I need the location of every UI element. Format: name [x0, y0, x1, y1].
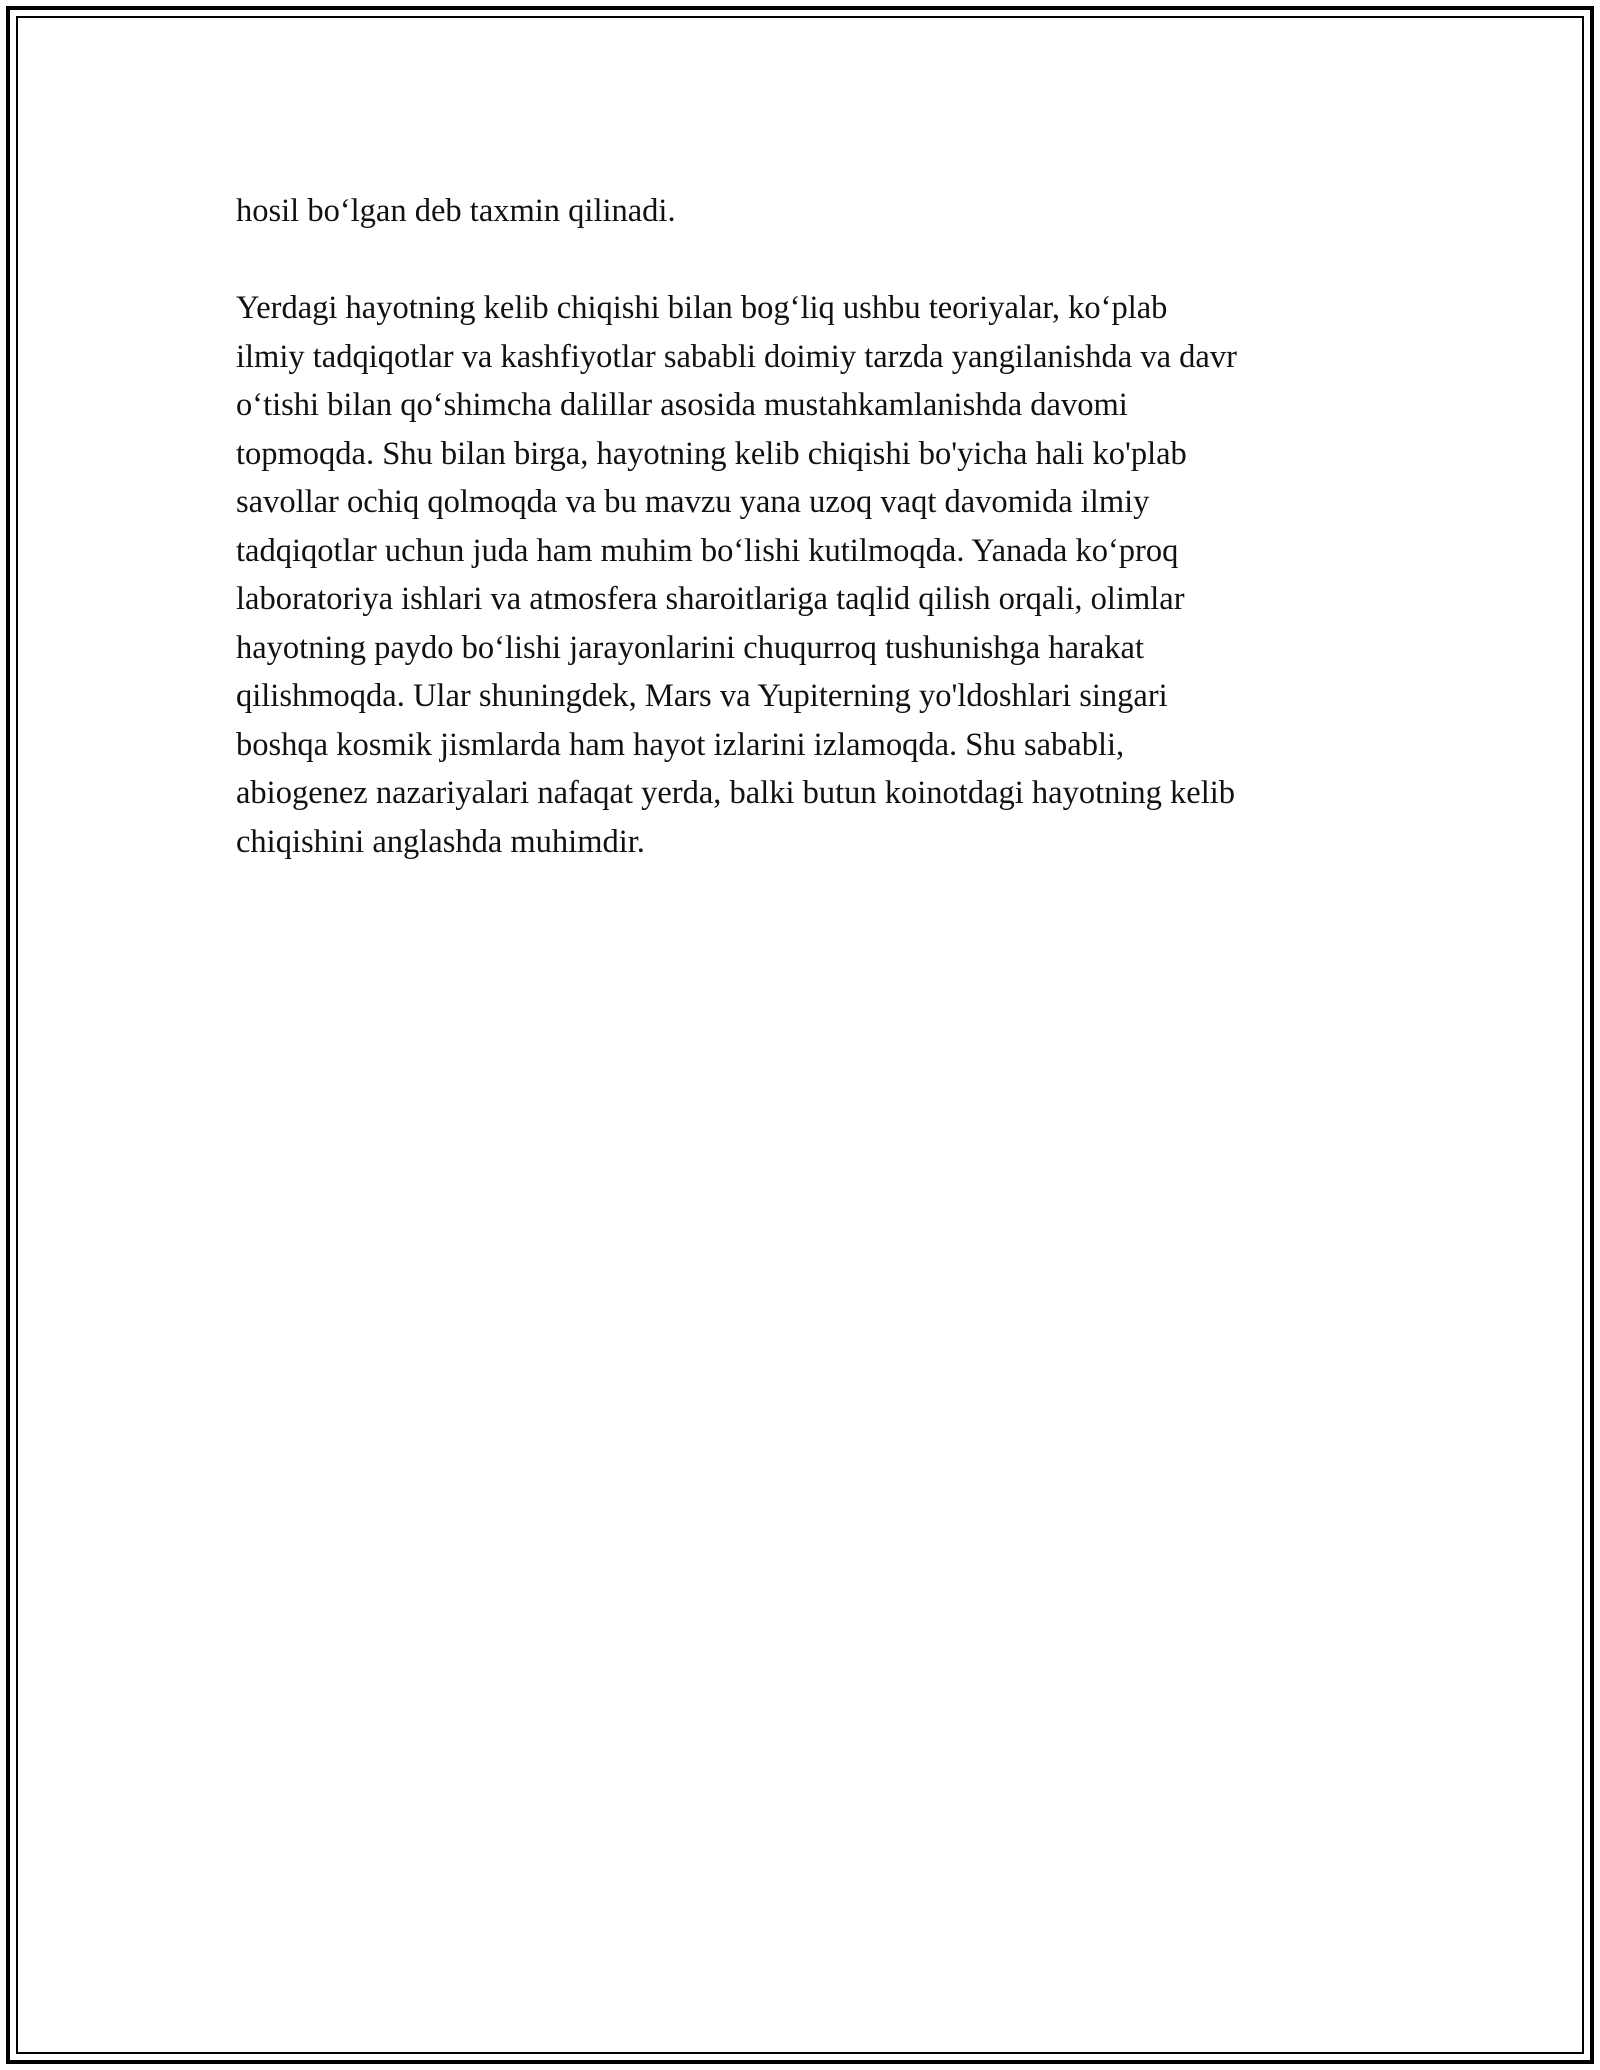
- document-page: [236, 187, 1376, 866]
- text-line: chiqishini anglashda muhimdir.: [236, 823, 645, 860]
- text-line: topmoqda. Shu bilan birga, hayotning kelib chiqishi bo'yicha hali ko'plab: [236, 435, 1187, 472]
- paragraph-main: [236, 284, 1376, 866]
- text-line: ilmiy tadqiqotlar va kashfiyotlar sababli doimiy tarzda yangilanishda va davr: [236, 338, 1237, 375]
- text-line: hosil bo‘lgan deb taxmin qilinadi.: [236, 193, 676, 229]
- text-line: qilishmoqda. Ular shuningdek, Mars va Yupiterning yo'ldoshlari singari: [236, 678, 1168, 714]
- text-line: boshqa kosmik jismlarda ham hayot izlarini izlamoqda. Shu sababli,: [236, 726, 1125, 763]
- text-line: Yerdagi hayotning kelib chiqishi bilan bog‘liq ushbu teoriyalar, ko‘plab: [236, 290, 1168, 326]
- text-line: laboratoriya ishlari va atmosfera sharoitlariga taqlid qilish orqali, olimlar: [236, 581, 1185, 617]
- text-line: abiogenez nazariyalari nafaqat yerda, balki butun koinotdagi hayotning kelib: [236, 775, 1236, 811]
- text-line: tadqiqotlar uchun juda ham muhim bo‘lishi kutilmoqda. Yanada ko‘proq: [236, 532, 1179, 569]
- text-line: o‘tishi bilan qo‘shimcha dalillar asosida mustahkamlanishda davomi: [236, 387, 1128, 423]
- text-line: savollar ochiq qolmoqda va bu mavzu yana uzoq vaqt davomida ilmiy: [236, 484, 1150, 520]
- text-line: hayotning paydo bo‘lishi jarayonlarini chuqurroq tushunishga harakat: [236, 629, 1144, 666]
- paragraph-continuation: [236, 187, 1376, 236]
